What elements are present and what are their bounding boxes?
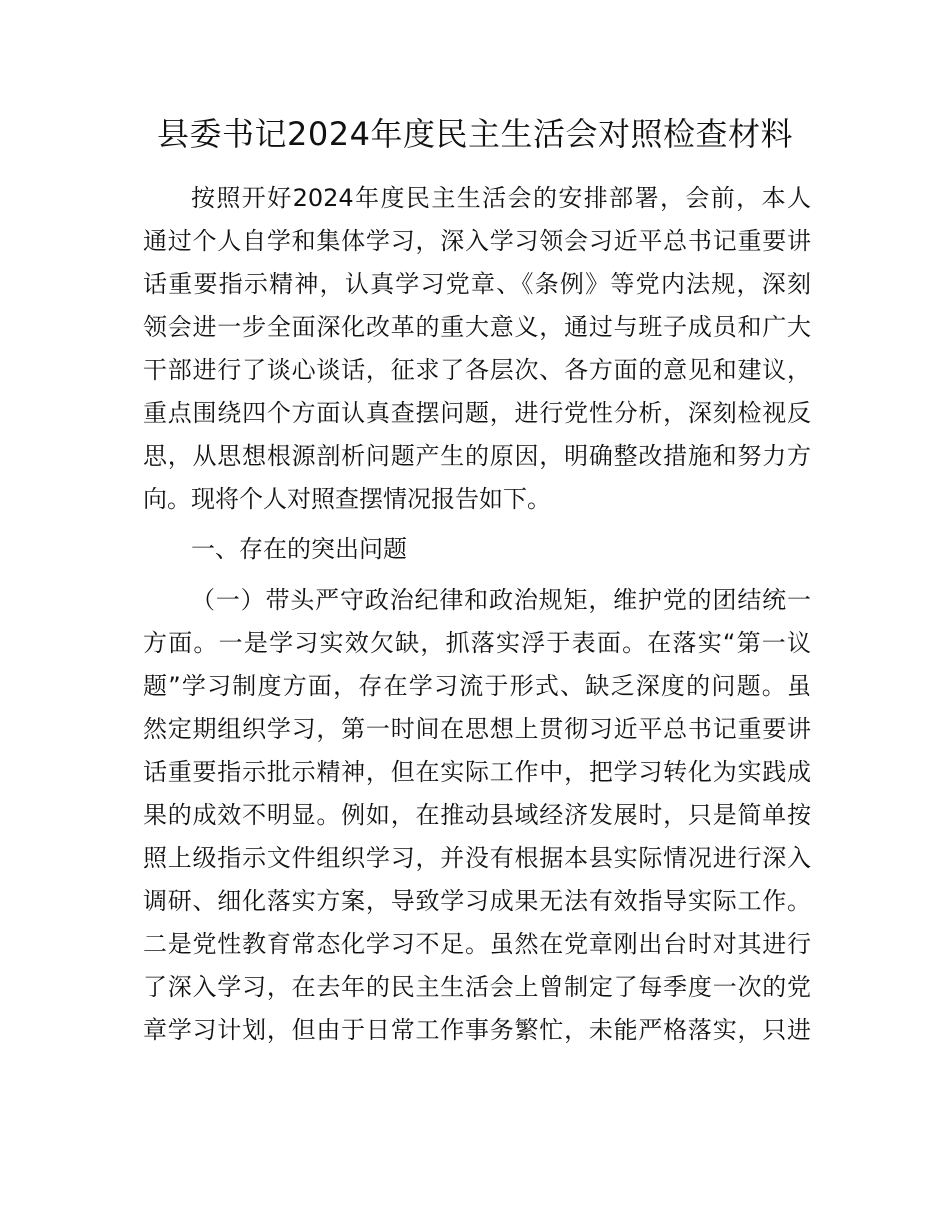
paragraph-line: 思，从思想根源剖析问题产生的原因，明确整改措施和努力方 bbox=[143, 442, 811, 470]
section-heading: 一、存在的突出问题 bbox=[191, 535, 407, 563]
document-title: 县委书记2024年度民主生活会对照检查材料 bbox=[157, 115, 793, 153]
paragraph-line: 话重要指示批示精神，但在实际工作中，把学习转化为实践成 bbox=[143, 758, 811, 786]
paragraph-line: 向。现将个人对照查摆情况报告如下。 bbox=[143, 485, 551, 513]
paragraph-line: 然定期组织学习，第一时间在思想上贯彻习近平总书记重要讲 bbox=[143, 715, 811, 743]
paragraph-line: 二是党性教育常态化学习不足。虽然在党章刚出台时对其进行 bbox=[143, 930, 811, 958]
paragraph-line: 题”学习制度方面，存在学习流于形式、缺乏深度的问题。虽 bbox=[143, 672, 811, 700]
paragraph-line: 了深入学习，在去年的民主生活会上曾制定了每季度一次的党 bbox=[143, 973, 811, 1001]
paragraph-line: 干部进行了谈心谈话，征求了各层次、各方面的意见和建议， bbox=[143, 356, 811, 384]
paragraph-line: 通过个人自学和集体学习，深入学习领会习近平总书记重要讲 bbox=[143, 227, 811, 255]
paragraph-line: 方面。一是学习实效欠缺，抓落实浮于表面。在落实“第一议 bbox=[143, 629, 811, 657]
paragraph-line: 章学习计划，但由于日常工作事务繁忙，未能严格落实，只进 bbox=[143, 1016, 811, 1044]
paragraph-line: 果的成效不明显。例如，在推动县域经济发展时，只是简单按 bbox=[143, 801, 811, 829]
paragraph-line: 按照开好2024年度民主生活会的安排部署，会前，本人 bbox=[191, 184, 811, 212]
paragraph-line: 领会进一步全面深化改革的重大意义，通过与班子成员和广大 bbox=[143, 313, 811, 341]
paragraph-line: （一）带头严守政治纪律和政治规矩，维护党的团结统一 bbox=[191, 586, 811, 614]
paragraph-line: 调研、细化落实方案，导致学习成果无法有效指导实际工作。 bbox=[143, 887, 811, 915]
paragraph-line: 重点围绕四个方面认真查摆问题，进行党性分析，深刻检视反 bbox=[143, 399, 811, 427]
paragraph-line: 照上级指示文件组织学习，并没有根据本县实际情况进行深入 bbox=[143, 844, 811, 872]
paragraph-line: 话重要指示精神，认真学习党章、《条例》等党内法规，深刻 bbox=[143, 270, 811, 298]
